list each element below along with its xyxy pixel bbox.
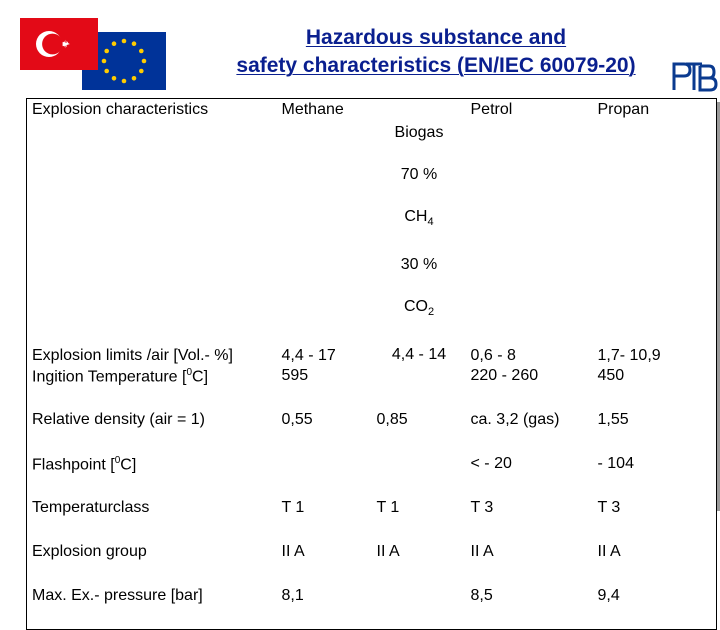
table-row [27, 365, 717, 409]
row-label-max-ex-pressure: Max. Ex.- pressure [bar] [32, 587, 203, 605]
table-row [27, 585, 717, 630]
value-cell: 0,6 - 8 [470, 347, 516, 365]
value-cell: 8,5 [470, 587, 493, 605]
value-cell: 0,85 [376, 411, 408, 429]
value-cell: ca. 3,2 (gas) [470, 411, 560, 429]
table-row [27, 453, 717, 497]
value-cell: 1,55 [597, 411, 629, 429]
title-line-2: safety characteristics (EN/IEC 60079-20) [236, 54, 636, 77]
column-propan [593, 99, 717, 366]
value-cell: < - 20 [470, 455, 512, 473]
column-header-petrol: Petrol [470, 101, 513, 118]
row-label-explosion-limits: Explosion limits /air [Vol.- %] [32, 347, 233, 365]
column-methane [277, 99, 372, 366]
table-row [27, 541, 717, 585]
value-cell: T 3 [470, 499, 494, 517]
value-cell: II A [470, 543, 494, 561]
ptb-logo [668, 54, 720, 94]
biogas-ch4: $CH_4$ [404, 208, 434, 229]
value-cell [277, 453, 372, 497]
value-cell: - 104 [597, 455, 634, 473]
value-cell: 450 [597, 367, 625, 385]
title-line-1: Hazardous substance and [305, 26, 567, 49]
column-header-methane: Methane [281, 101, 344, 118]
value-cell: 0,55 [281, 411, 313, 429]
value-cell [372, 365, 466, 409]
value-cell: T 3 [597, 499, 621, 517]
value-cell: 595 [281, 367, 309, 385]
column-petrol [466, 99, 593, 366]
biogas-co2-percent: 30 % [400, 256, 438, 274]
value-cell: T 1 [281, 499, 305, 517]
row-label-relative-density: Relative density (air = 1) [32, 411, 205, 429]
value-cell: 4,4 - 17 [281, 347, 336, 365]
table-row [27, 409, 717, 453]
column-header-biogas: Biogas 70 % $CH_4$ 30 % $CO_2$ 4,4 - 14 [391, 124, 447, 364]
value-cell: 1,7- 10,9 [597, 347, 661, 365]
value-cell: 4,4 - 14 [391, 346, 447, 364]
value-cell: 220 - 260 [470, 367, 539, 385]
substance-properties-table [26, 98, 717, 630]
eu-stars [102, 39, 147, 84]
value-cell: 8,1 [281, 587, 304, 605]
value-cell: II A [281, 543, 305, 561]
turkey-flag-icon [20, 18, 98, 70]
value-cell: II A [376, 543, 400, 561]
row-label-explosion-group: Explosion group [32, 543, 147, 561]
row-label-cell [27, 99, 277, 366]
value-cell [372, 453, 466, 497]
value-cell: T 1 [376, 499, 400, 517]
column-biogas [372, 99, 466, 366]
table-row [27, 497, 717, 541]
biogas-co2: $CO_2$ [403, 298, 435, 319]
row-label-flashpoint: Flashpoint [$^0$C] [32, 455, 137, 474]
biogas-ch4-percent: 70 % [400, 166, 438, 183]
column-header-propan: Propan [597, 101, 650, 118]
row-label-ignition-temperature: Ingition Temperature [$^0$C] [32, 367, 209, 386]
table-header-row [27, 99, 717, 366]
page-title [176, 24, 696, 80]
value-cell [372, 585, 466, 630]
header-label: Explosion characteristics [32, 101, 209, 118]
value-cell: 9,4 [597, 587, 620, 605]
row-label-temperature-class: Temperaturclass [32, 499, 150, 517]
value-cell: II A [597, 543, 621, 561]
